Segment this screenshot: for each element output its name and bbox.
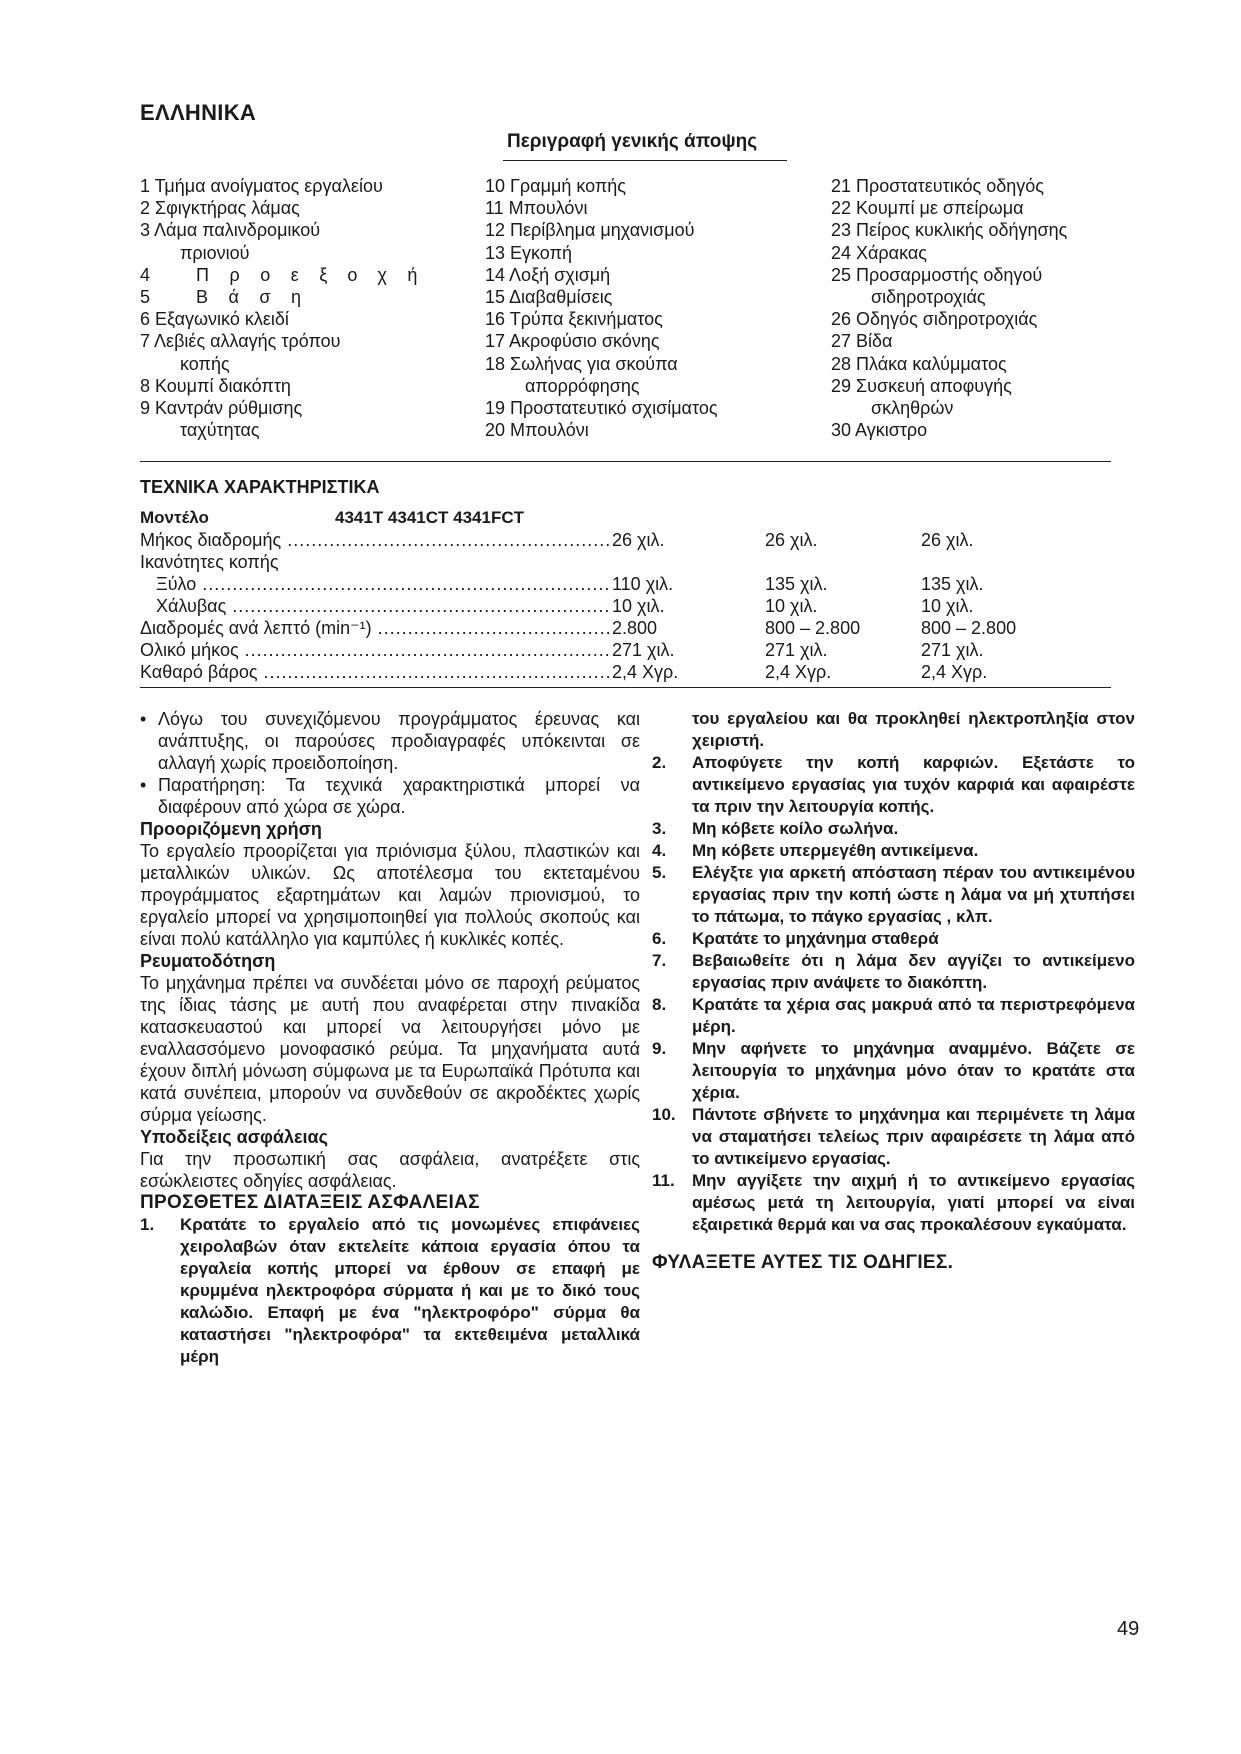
spec-row [140, 640, 1111, 662]
parts-list-item: σκληθρών [871, 398, 954, 419]
safety-rule-text: Βεβαιωθείτε ότι η λάμα δεν αγγίζει το αντικείμενο εργασίας πριν ανάψετε το διακόπτη. [692, 951, 1135, 992]
spec-label: Ικανότητες κοπής [140, 552, 279, 572]
parts-list-item: πριονιού [180, 242, 250, 263]
parts-list-item: 28 Πλάκα καλύμματος [831, 353, 1007, 374]
spec-value: 2,4 Χγρ. [921, 662, 988, 682]
safety-rule-text: Μη κόβετε κοίλο σωλήνα. [692, 819, 899, 838]
extra-safety-heading: ΠΡΟΣΘΕΤΕΣ ΔΙΑΤΑΞΕΙΣ ΑΣΦΑΛΕΙΑΣ [140, 1192, 480, 1213]
parts-list-item: ταχύτητας [180, 420, 260, 441]
safety-rule [652, 1038, 1135, 1104]
safety-rule-text: Ελέγξτε για αρκετή απόσταση πέραν του αντικειμένου εργασίας πριν την κοπή ώστε η λάμα να μή χτυπήσει το πάτωμα, το πάγκο εργασίας , κλπ. [692, 863, 1135, 926]
safety-rule-number: 7. [652, 951, 667, 970]
parts-list-item: 24 Χάρακας [831, 242, 927, 263]
spec-value: 2,4 Χγρ. [765, 662, 832, 682]
spec-row [140, 530, 1111, 552]
parts-list-col2 [485, 175, 718, 441]
spec-value: 10 χιλ. [921, 596, 974, 616]
parts-list-col1 [140, 175, 438, 441]
parts-list-item: 15 Διαβαθμίσεις [485, 287, 613, 308]
spec-value: 271 χιλ. [612, 640, 675, 660]
parts-list-item: 27 Βίδα [831, 331, 893, 352]
safety-rule-text: Κρατάτε το μηχάνημα σταθερά [692, 929, 939, 948]
parts-list-item: 4 Προεξοχή [140, 264, 438, 285]
parts-list-item: κοπής [180, 353, 230, 374]
spec-label: Χάλυβας ..... [156, 596, 610, 617]
spec-value: 271 χιλ. [765, 640, 828, 660]
safety-hints-text: Για την προσωπική σας ασφάλεια, ανατρέξετε στις εσώκλειστες οδηγίες ασφάλειας. [140, 1149, 640, 1191]
parts-list-item: 20 Μπουλόνι [485, 420, 589, 441]
spec-value: 800 – 2.800 [765, 618, 861, 638]
parts-list-item: 30 Αγκιστρο [831, 420, 928, 441]
spec-value: 135 χιλ. [921, 574, 984, 594]
safety-rule-number: 11. [652, 1171, 675, 1190]
overview-title: Περιγραφή γενικής άποψης [507, 131, 758, 152]
spec-value: 800 – 2.800 [921, 618, 1017, 638]
note-bullet: • Παρατήρηση: Τα τεχνικά χαρακτηριστικά μπορεί να διαφέρουν από χώρα σε χώρα. [140, 774, 640, 818]
title-underline [503, 160, 787, 161]
parts-list-item: 14 Λοξή σχισμή [485, 264, 611, 285]
spec-row [140, 662, 1111, 684]
safety-rule-text: του εργαλείου και θα προκληθεί ηλεκτροπληξία στον χειριστή. [692, 709, 1135, 750]
parts-list-item: σιδηροτροχιάς [871, 287, 986, 308]
parts-list-item: 12 Περίβλημα μηχανισμού [485, 220, 695, 241]
parts-list-item: 23 Πείρος κυκλικής οδήγησης [831, 220, 1068, 241]
safety-rule [652, 994, 1135, 1038]
safety-rule-number: 9. [652, 1039, 667, 1058]
right-column [652, 708, 1135, 1274]
parts-list-item: απορρόφησης [525, 375, 640, 396]
spec-row [140, 596, 1111, 618]
parts-list-item: 7 Λεβιές αλλαγής τρόπου [140, 331, 341, 352]
spec-label: Διαδρομές ανά λεπτό (min⁻¹) ..... [140, 618, 610, 639]
safety-rule [140, 1214, 640, 1368]
page-number: 49 [1117, 1618, 1140, 1640]
language-heading: ΕΛΛΗΝΙΚΑ [140, 100, 257, 125]
safety-rule-number: 5. [652, 863, 667, 882]
parts-list-item: 5 Βάση [140, 287, 322, 308]
divider-top [140, 461, 1111, 462]
specs-title: ΤΕΧΝΙΚΑ ΧΑΡΑΚΤΗΡΙΣΤΙΚΑ [140, 477, 380, 497]
safety-rule-text: Κρατάτε τα χέρια σας μακρυά από τα περιστρεφόμενα μέρη. [692, 995, 1135, 1036]
parts-list-item: 18 Σωλήνας για σκούπα [485, 353, 678, 374]
spec-label: Ολικό μήκος ..... [140, 640, 610, 661]
safety-rule-number: 10. [652, 1105, 676, 1124]
spec-label: Ξύλο ..... [156, 574, 610, 595]
intended-use-text: Το εργαλείο προορίζεται για πριόνισμα ξύλου, πλαστικών και μεταλλικών υλικών. Ως αποτέλεσμα του εκτεταμένου προγράμματος εξαρτημάτων και λαμών πριονισμού, το εργαλείο μπορεί να χρησιμοποιηθεί για πολλούς σκοπούς και είναι πολύ κατάλληλο για καμπύλες ή κυκλικές κοπές. [140, 841, 640, 949]
safety-rule-text: Πάντοτε σβήνετε το μηχάνημα και περιμένετε τη λάμα να σταματήσει τελείως πριν αφαιρέσετε τη λάμα από το αντικείμενο εργασίας. [692, 1105, 1135, 1168]
safety-rule-text: Αποφύγετε την κοπή καρφιών. Εξετάστε το αντικείμενο εργασίας για τυχόν καρφιά και αφαιρέστε τα πριν την λειτουργία κοπής. [692, 753, 1135, 816]
safety-rule [652, 862, 1135, 928]
parts-list-item: 21 Προστατευτικός οδηγός [831, 176, 1044, 196]
spec-value: 110 χιλ. [612, 574, 674, 594]
parts-list-col3 [831, 175, 1067, 441]
spec-label: Μήκος διαδρομής ..... [140, 530, 610, 551]
spec-value: 10 χιλ. [612, 596, 665, 616]
safety-rule-text: Μην αφήνετε το μηχάνημα αναμμένο. Βάζετε σε λειτουργία το μηχάνημα μόνο όταν το κρατάτε στα χέρια. [692, 1039, 1135, 1102]
divider-bottom [140, 687, 1111, 688]
power-supply-heading: Ρευματοδότηση [140, 951, 276, 971]
safety-rule [652, 1104, 1135, 1170]
safety-rule-text: Κρατάτε το εργαλείο από τις μονωμένες επιφάνειες χειρολαβών όταν εκτελείτε κάποια εργασία όπου τα εργαλεία κοπής μπορεί να έρθουν σε επαφή με κρυμμένα ηλεκτροφόρα σύρματα ή και με το δικό τους καλώδιο. Επαφή με ένα "ηλεκτροφόρο" σύρμα θα καταστήσει "ηλεκτροφόρα" τα εκτεθειμένα μεταλλικά μέρη [180, 1215, 640, 1366]
safety-rule [652, 950, 1135, 994]
safety-rule-number: 6. [652, 929, 667, 948]
safety-rule [652, 1170, 1135, 1236]
parts-list-item: 6 Εξαγωνικό κλειδί [140, 309, 289, 330]
model-numbers: 4341T 4341CT 4341FCT [335, 508, 524, 527]
spec-row [140, 618, 1111, 640]
safety-rule-continued [652, 708, 1135, 752]
safety-rule-text: Μην αγγίξετε την αιχμή ή το αντικείμενο εργασίας αμέσως μετά τη λειτουργία, γιατί μπορεί να είναι εξαιρετικά θερμά και να σας προκαλέσουν εγκαύματα. [692, 1171, 1135, 1234]
parts-list-item: 19 Προστατευτικό σχισίματος [485, 398, 718, 419]
spec-row [140, 574, 1111, 596]
spec-value: 2.800 [612, 618, 658, 638]
spec-row [140, 552, 1111, 574]
safety-rule-number: 3. [652, 819, 667, 838]
safety-rule [652, 840, 1135, 862]
safety-rule-number: 8. [652, 995, 667, 1014]
spec-value: 271 χιλ. [921, 640, 984, 660]
spec-value: 135 χιλ. [765, 574, 828, 594]
safety-hints-heading: Υποδείξεις ασφάλειας [140, 1127, 328, 1147]
parts-list-item: 10 Γραμμή κοπής [485, 176, 626, 196]
safety-rule-number: 1. [140, 1215, 155, 1234]
parts-list-item: 3 Λάμα παλινδρομικού [140, 220, 321, 241]
parts-list-item: 17 Ακροφύσιο σκόνης [485, 331, 660, 352]
left-column [140, 708, 640, 1368]
spec-value: 26 χιλ. [612, 530, 665, 550]
parts-list-item: 8 Κουμπί διακόπτη [140, 375, 291, 396]
parts-list-item: 1 Τμήμα ανοίγματος εργαλείου [140, 176, 383, 196]
power-supply-text: Το μηχάνημα πρέπει να συνδέεται μόνο σε παροχή ρεύματος της ίδιας τάσης με αυτή που αναφέρεται στην πινακίδα κατασκευαστού και μπορεί να λειτουργήσει μόνο με εναλλασσόμενο μονοφασικό ρεύμα. Τα μηχανήματα αυτά έχουν διπλή μόνωση σύμφωνα με τα Ευρωπαϊκά Πρότυπα και κατά συνέπεια, μπορούν να συνδεθούν σε ακροδέκτες χωρίς σύρμα γείωσης. [140, 973, 640, 1125]
parts-list-item: 29 Συσκευή αποφυγής [831, 375, 1012, 396]
parts-list-item: 11 Μπουλόνι [485, 198, 588, 219]
parts-list-item: 13 Εγκοπή [485, 242, 572, 263]
intended-use-heading: Προοριζόμενη χρήση [140, 819, 322, 839]
spec-value: 26 χιλ. [765, 530, 818, 550]
safety-rule [652, 752, 1135, 818]
parts-list-item: 2 Σφιγκτήρας λάμας [140, 198, 300, 219]
spec-value: 26 χιλ. [921, 530, 974, 550]
keep-instructions: ΦΥΛΑΞΕΤΕ ΑΥΤΕΣ ΤΙΣ ΟΔΗΓΙΕΣ. [652, 1252, 954, 1273]
safety-rule [652, 928, 1135, 950]
note-bullet: • Λόγω του συνεχιζόμενου προγράμματος έρευνας και ανάπτυξης, οι παρούσες προδιαγραφές υπόκεινται σε αλλαγή χωρίς προειδοποίηση. [140, 708, 640, 774]
safety-rule-number: 2. [652, 753, 667, 772]
parts-list-item: 26 Οδηγός σιδηροτροχιάς [831, 309, 1038, 330]
parts-list-item: 9 Καντράν ρύθμισης [140, 398, 303, 419]
model-label: Μοντέλο [140, 508, 209, 527]
spec-value: 10 χιλ. [765, 596, 818, 616]
parts-list-item: 25 Προσαρμοστής οδηγού [831, 264, 1043, 285]
parts-list-item: 22 Κουμπί με σπείρωμα [831, 198, 1024, 219]
safety-rule-number: 4. [652, 841, 667, 860]
spec-label: Καθαρό βάρος ..... [140, 662, 610, 683]
safety-rule [652, 818, 1135, 840]
parts-list-item: 16 Τρύπα ξεκινήματος [485, 309, 663, 330]
safety-rule-text: Μη κόβετε υπερμεγέθη αντικείμενα. [692, 841, 979, 860]
safety-rules-list [652, 752, 1135, 1236]
spec-value: 2,4 Χγρ. [612, 662, 679, 682]
